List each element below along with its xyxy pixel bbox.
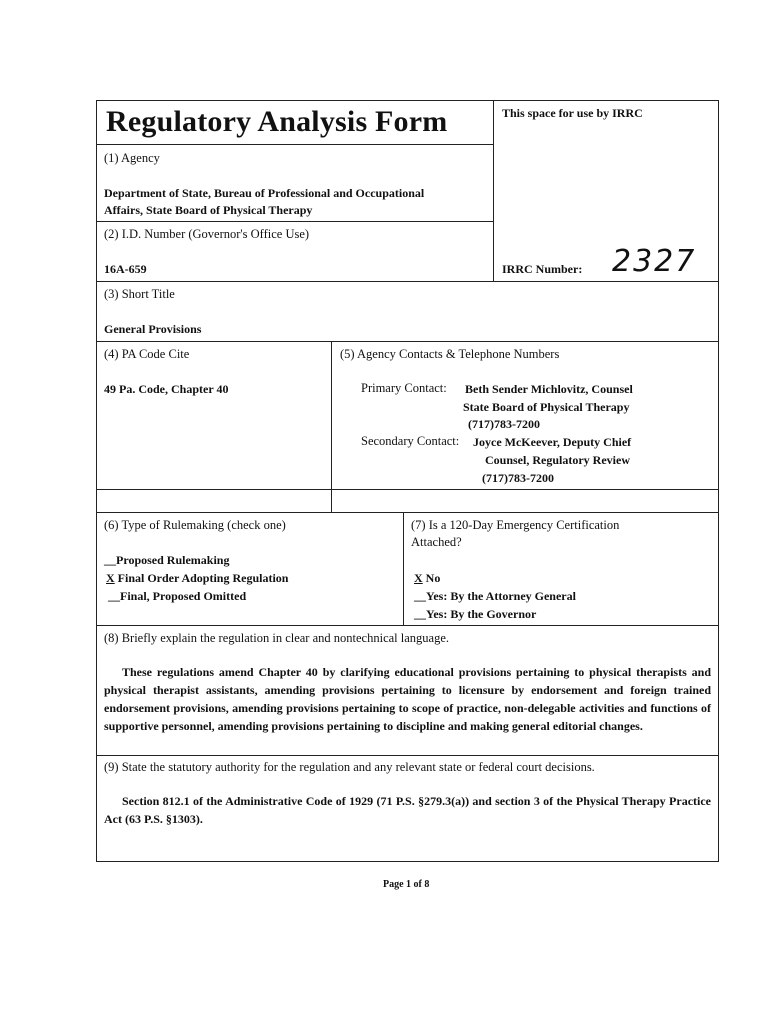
rulemaking-option[interactable] [104, 553, 229, 568]
explain-label: (8) Briefly explain the regulation in clear and nontechnical language. [104, 631, 450, 645]
rulemaking-emergency-divider [403, 512, 404, 625]
short-title-value: General Provisions [104, 322, 202, 336]
irrc-column-divider [493, 100, 494, 282]
irrc-number-handwritten: 2327 [612, 244, 697, 279]
rulemaking-label: (6) Type of Rulemaking (check one) [104, 518, 286, 532]
rule-below-agency [96, 221, 493, 222]
rule-below-blank-row [96, 512, 719, 513]
rulemaking-option-text: Final Order Adopting Regulation [117, 571, 289, 585]
rulemaking-option[interactable] [106, 571, 288, 586]
primary-contact-phone: (717)783-7200 [468, 417, 540, 431]
emergency-option-text: Yes: By the Attorney General [426, 589, 576, 603]
agency-value-line1: Department of State, Bureau of Professional and Occupational [104, 186, 425, 200]
primary-contact-name: Beth Sender Michlovitz, Counsel [465, 382, 633, 396]
rulemaking-option-text: Proposed Rulemaking [116, 553, 230, 567]
secondary-contact-phone: (717)783-7200 [482, 471, 554, 485]
emergency-option-mark: __ [414, 589, 426, 603]
rulemaking-option-mark: __ [108, 589, 120, 603]
explain-text: These regulations amend Chapter 40 by clarifying educational provisions pertaining to physical therapists and physical therapist assistants, amending provisions pertaining to licensure by endorsement and foreign trained endorsement provisions, amending provisions pertaining to scope of practice, non-delegable activities and functions of supportive personnel, amending provisions pertaining to discipline and making general editorial changes. [104, 665, 711, 733]
code-cite-value: 49 Pa. Code, Chapter 40 [104, 382, 229, 396]
rule-below-short-title [96, 341, 719, 342]
page-footer: Page 1 of 8 [383, 879, 430, 890]
emergency-option[interactable] [414, 571, 440, 586]
primary-contact-org: State Board of Physical Therapy [463, 400, 630, 414]
emergency-label-line1: (7) Is a 120-Day Emergency Certification [411, 518, 620, 532]
primary-contact-label: Primary Contact: [361, 381, 447, 395]
emergency-option-mark: X [414, 571, 423, 585]
id-number-label: (2) I.D. Number (Governor's Office Use) [104, 227, 310, 241]
emergency-option-mark: __ [414, 607, 426, 621]
emergency-option-text: No [425, 571, 441, 585]
irrc-number-label: IRRC Number: [502, 262, 583, 276]
rule-below-title [96, 144, 493, 145]
emergency-option[interactable] [414, 607, 536, 622]
rulemaking-option-mark: X [106, 571, 115, 585]
id-number-value: 16A-659 [104, 262, 147, 276]
rule-below-rulemaking [96, 625, 719, 626]
emergency-option[interactable] [414, 589, 576, 604]
short-title-label: (3) Short Title [104, 287, 175, 301]
secondary-contact-label: Secondary Contact: [361, 434, 460, 448]
emergency-label-line2: Attached? [411, 535, 462, 549]
agency-label: (1) Agency [104, 151, 160, 165]
rule-above-blank-row [96, 489, 719, 490]
authority-label: (9) State the statutory authority for the regulation and any relevant state or federal court decisions. [104, 760, 595, 774]
authority-text: Section 812.1 of the Administrative Code of 1929 (71 P.S. §279.3(a)) and section 3 of the Physical Therapy Practice Act (63 P.S. §1303). [104, 794, 711, 826]
secondary-contact-name: Joyce McKeever, Deputy Chief [473, 435, 632, 449]
rulemaking-option[interactable] [108, 589, 246, 604]
rulemaking-option-mark: __ [104, 553, 116, 567]
rule-below-explain [96, 755, 719, 756]
cite-contacts-divider [331, 341, 332, 512]
page-title: Regulatory Analysis Form [106, 105, 448, 138]
emergency-option-text: Yes: By the Governor [426, 607, 537, 621]
irrc-space-label: This space for use by IRRC [502, 106, 643, 120]
secondary-contact-org: Counsel, Regulatory Review [485, 453, 630, 467]
code-cite-label: (4) PA Code Cite [104, 347, 190, 361]
contacts-label: (5) Agency Contacts & Telephone Numbers [340, 347, 560, 361]
rulemaking-option-text: Final, Proposed Omitted [120, 589, 247, 603]
agency-value-line2: Affairs, State Board of Physical Therapy [104, 203, 313, 217]
irrc-number-underline [600, 281, 700, 282]
